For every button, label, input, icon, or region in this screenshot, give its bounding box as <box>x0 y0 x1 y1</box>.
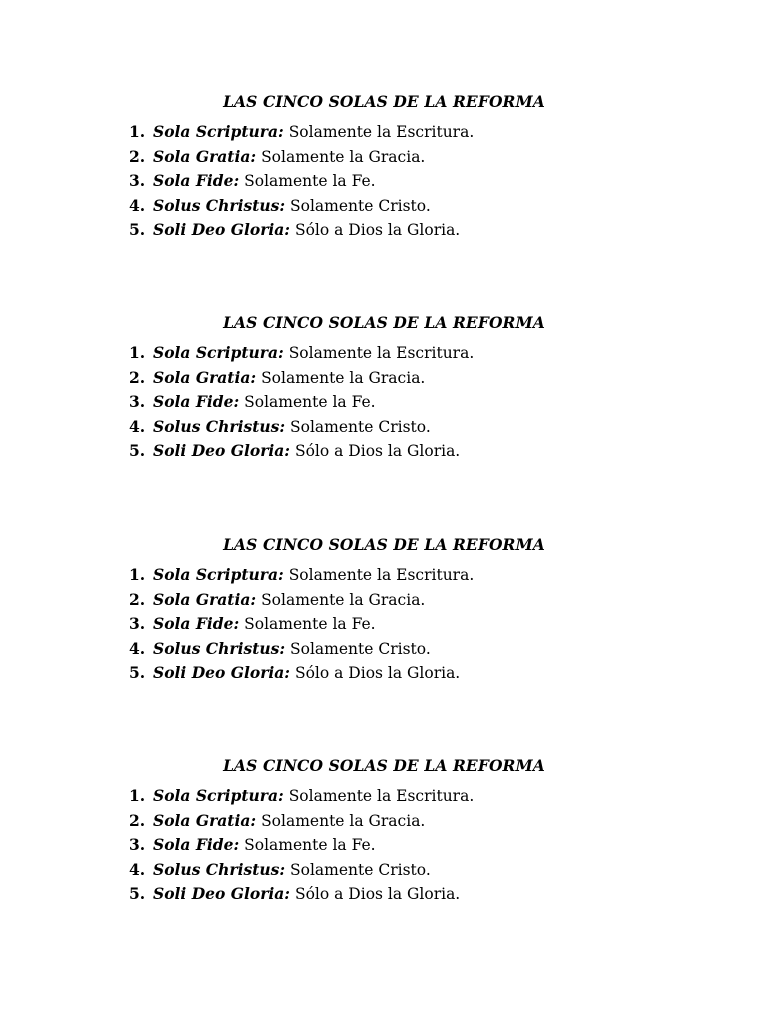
list-item <box>129 882 474 907</box>
list-item <box>129 661 474 686</box>
sola-latin-name: Sola Gratia: <box>153 146 257 166</box>
sola-latin-name: Soli Deo Gloria: <box>153 220 291 240</box>
sola-latin-name: Sola Fide: <box>153 614 240 634</box>
item-number: 1. <box>129 565 146 584</box>
sola-meaning: Solamente la Escritura. <box>288 123 475 141</box>
sola-meaning: Solamente Cristo. <box>290 196 431 215</box>
item-number: 2. <box>129 146 146 166</box>
sola-meaning: Solamente la Gracia. <box>261 811 426 830</box>
list-item <box>129 341 474 366</box>
sola-latin-name: Sola Scriptura: <box>153 565 284 584</box>
sola-latin-name: Sola Fide: <box>153 171 240 191</box>
sola-latin-name: Sola Scriptura: <box>153 786 284 805</box>
solas-list <box>129 563 474 686</box>
sola-meaning: Sólo a Dios la Gloria. <box>294 885 461 904</box>
list-item <box>129 415 474 440</box>
list-item <box>129 218 474 243</box>
block-title <box>0 314 768 332</box>
block-title-text: LAS CINCO SOLAS DE LA REFORMA <box>223 535 545 554</box>
sola-meaning: Solamente Cristo. <box>290 417 431 436</box>
item-number: 5. <box>129 220 146 240</box>
block-title <box>0 757 768 775</box>
item-number: 5. <box>129 884 146 904</box>
sola-meaning: Solamente la Gracia. <box>261 147 426 166</box>
list-item <box>129 588 474 613</box>
sola-latin-name: Solus Christus: <box>153 195 286 215</box>
block-title-text: LAS CINCO SOLAS DE LA REFORMA <box>223 92 545 111</box>
sola-meaning: Solamente la Fe. <box>244 393 376 412</box>
sola-meaning: Solamente la Gracia. <box>261 368 426 387</box>
item-number: 2. <box>129 367 146 387</box>
sola-latin-name: Sola Gratia: <box>153 589 257 609</box>
item-number: 4. <box>129 195 146 215</box>
sola-meaning: Solamente la Escritura. <box>288 787 475 805</box>
sola-meaning: Solamente la Gracia. <box>261 590 426 609</box>
sola-latin-name: Solus Christus: <box>153 416 286 436</box>
item-number: 4. <box>129 859 146 879</box>
sola-latin-name: Soli Deo Gloria: <box>153 441 291 461</box>
sola-meaning: Sólo a Dios la Gloria. <box>294 664 461 683</box>
sola-meaning: Sólo a Dios la Gloria. <box>294 442 461 461</box>
list-item <box>129 169 474 194</box>
list-item <box>129 612 474 637</box>
sola-latin-name: Sola Gratia: <box>153 367 257 387</box>
item-number: 3. <box>129 835 146 855</box>
item-number: 1. <box>129 343 146 362</box>
block-title-text: LAS CINCO SOLAS DE LA REFORMA <box>223 313 545 332</box>
sola-latin-name: Soli Deo Gloria: <box>153 663 291 683</box>
list-item <box>129 366 474 391</box>
item-number: 3. <box>129 392 146 412</box>
sola-latin-name: Solus Christus: <box>153 859 286 879</box>
block-title <box>0 93 768 111</box>
sola-latin-name: Solus Christus: <box>153 638 286 658</box>
solas-list <box>129 341 474 464</box>
sola-latin-name: Sola Scriptura: <box>153 343 284 362</box>
sola-latin-name: Sola Fide: <box>153 835 240 855</box>
list-item <box>129 637 474 662</box>
sola-meaning: Solamente la Escritura. <box>288 344 475 362</box>
sola-meaning: Solamente la Fe. <box>244 836 376 855</box>
item-number: 5. <box>129 663 146 683</box>
list-item <box>129 439 474 464</box>
sola-latin-name: Sola Fide: <box>153 392 240 412</box>
sola-latin-name: Sola Scriptura: <box>153 122 284 141</box>
list-item <box>129 145 474 170</box>
sola-meaning: Solamente la Escritura. <box>288 566 475 584</box>
sola-latin-name: Soli Deo Gloria: <box>153 884 291 904</box>
list-item <box>129 784 474 809</box>
block-title-text: LAS CINCO SOLAS DE LA REFORMA <box>223 756 545 775</box>
item-number: 3. <box>129 614 146 634</box>
item-number: 1. <box>129 786 146 805</box>
block-title <box>0 536 768 554</box>
item-number: 5. <box>129 441 146 461</box>
list-item <box>129 858 474 883</box>
item-number: 1. <box>129 122 146 141</box>
list-item <box>129 390 474 415</box>
solas-list <box>129 120 474 243</box>
sola-meaning: Solamente Cristo. <box>290 639 431 658</box>
item-number: 3. <box>129 171 146 191</box>
list-item <box>129 563 474 588</box>
sola-meaning: Solamente Cristo. <box>290 860 431 879</box>
sola-meaning: Solamente la Fe. <box>244 172 376 191</box>
solas-list <box>129 784 474 907</box>
list-item <box>129 194 474 219</box>
list-item <box>129 809 474 834</box>
sola-meaning: Solamente la Fe. <box>244 615 376 634</box>
sola-latin-name: Sola Gratia: <box>153 810 257 830</box>
item-number: 2. <box>129 810 146 830</box>
sola-meaning: Sólo a Dios la Gloria. <box>294 221 461 240</box>
item-number: 2. <box>129 589 146 609</box>
item-number: 4. <box>129 638 146 658</box>
item-number: 4. <box>129 416 146 436</box>
list-item <box>129 120 474 145</box>
list-item <box>129 833 474 858</box>
